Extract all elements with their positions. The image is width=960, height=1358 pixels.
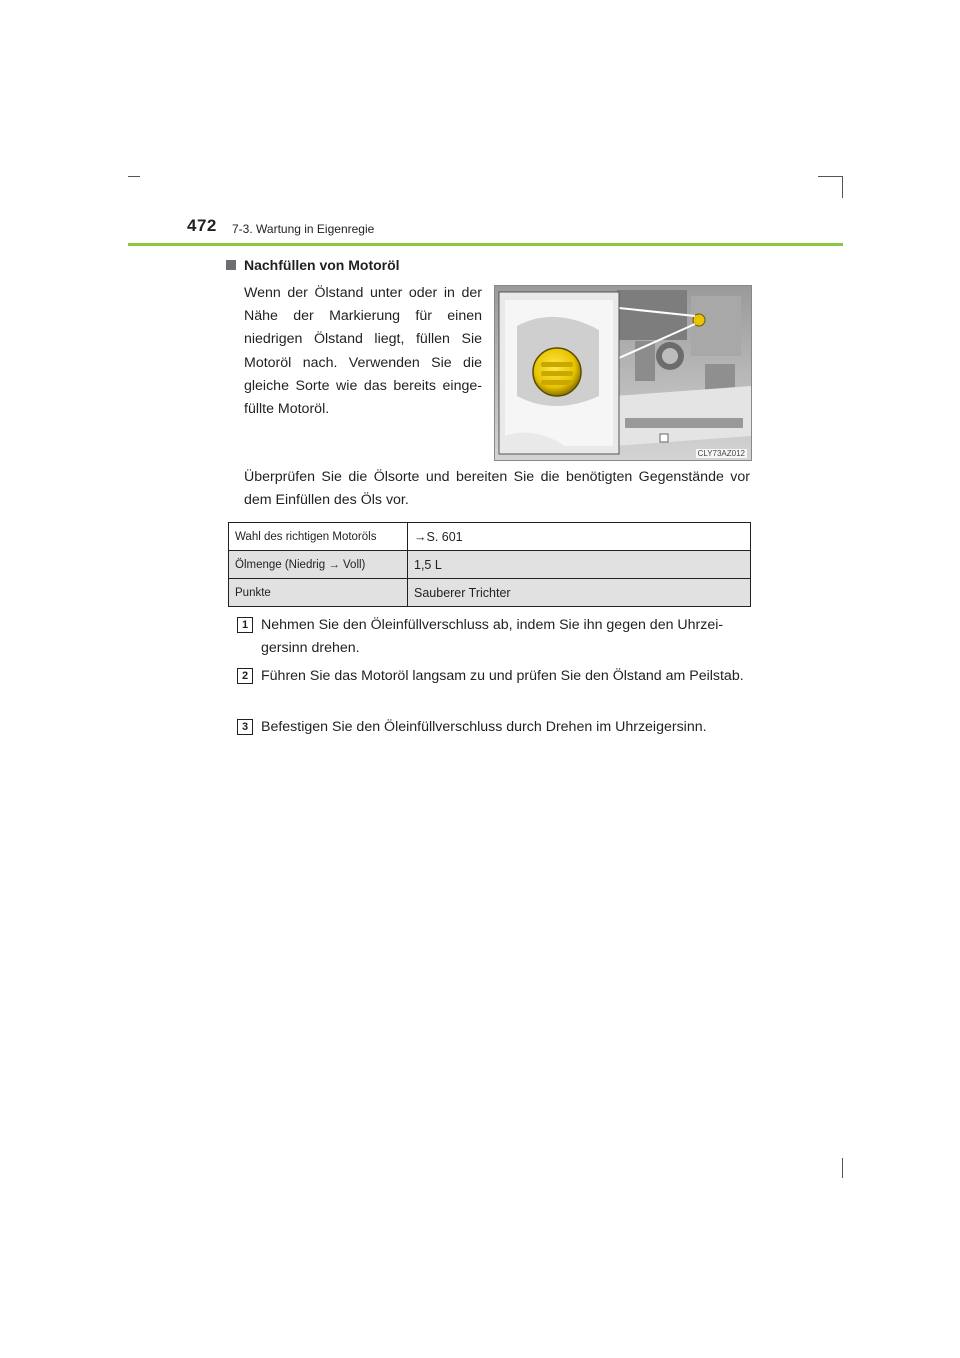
engine-compartment-icon <box>495 286 751 460</box>
crop-mark-top-right-v <box>842 176 843 198</box>
step-number: 1 <box>237 617 253 633</box>
header-rule <box>128 243 843 246</box>
crop-mark-top-right-h <box>818 176 843 177</box>
intro-paragraph: Wenn der Ölstand unter oder in der Nähe der Markierung für einen niedrigen Ölstand liegt, füllen Sie Motoröl nach. Verwenden Sie die gleiche Sorte wie das bereits eingefüllte Motoröl. <box>244 285 482 418</box>
table-label: Wahl des richtigen Motoröls <box>229 523 408 551</box>
table-value: 1,5 L <box>408 551 751 579</box>
step-3 <box>237 716 747 739</box>
square-bullet-icon <box>226 260 236 270</box>
page-number: 472 <box>187 216 217 235</box>
table-value: →S. 601 <box>408 523 751 551</box>
step-text: Nehmen Sie den Öleinfüllverschluss ab, indem Sie ihn gegen den Uhrzeigersinn drehen. <box>261 617 724 656</box>
step-2 <box>237 665 747 688</box>
table-row <box>229 579 751 607</box>
table-label: Ölmenge (Niedrig → Voll) <box>229 551 408 579</box>
subheading <box>226 257 400 273</box>
figure-code: CLY73AZ012 <box>697 449 745 458</box>
step-text: Befestigen Sie den Öleinfüllverschluss durch Drehen im Uhrzeigersinn. <box>261 719 707 735</box>
table-value: Sauberer Trichter <box>408 579 751 607</box>
subheading-text: Nachfüllen von Motoröl <box>244 257 400 273</box>
crop-mark-top-left <box>128 176 140 177</box>
step-1 <box>237 614 747 659</box>
crop-mark-bottom-right-v <box>842 1158 843 1178</box>
section-title: 7-3. Wartung in Eigenregie <box>232 222 375 236</box>
step-text: Führen Sie das Motoröl langsam zu und prüfen Sie den Ölstand am Peilstab. <box>261 668 744 684</box>
preparation-paragraph: Überprüfen Sie die Ölsorte und bereiten Sie die benötigten Gegenstände vor dem Einfüllen des Öls vor. <box>244 469 750 508</box>
table-label: Punkte <box>229 579 408 607</box>
step-number: 3 <box>237 719 253 735</box>
step-number: 2 <box>237 668 253 684</box>
oil-info-table <box>228 522 751 607</box>
engine-illustration <box>494 285 752 461</box>
table-row <box>229 523 751 551</box>
table-row <box>229 551 751 579</box>
